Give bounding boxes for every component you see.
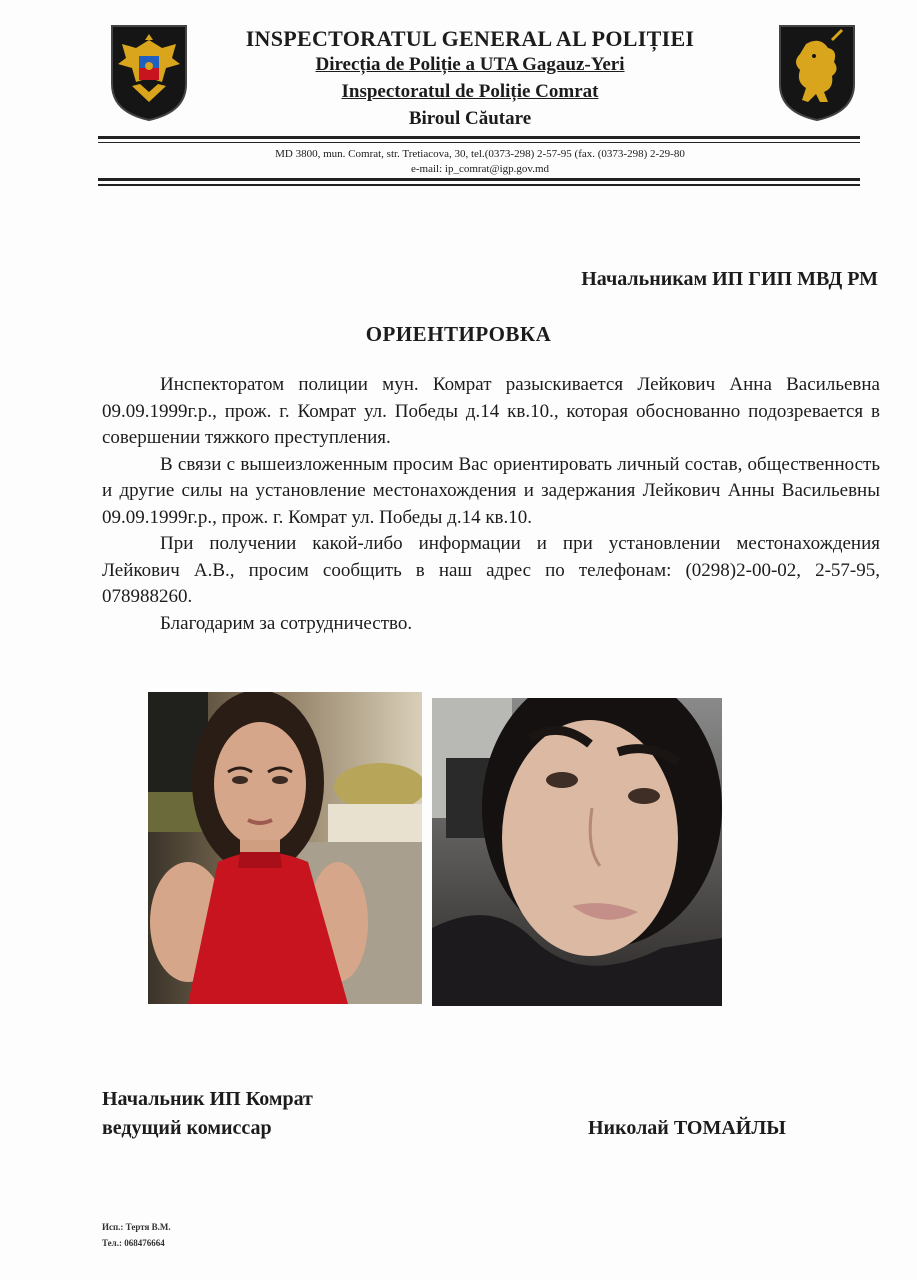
executor-phone: Тел.: 068476664	[102, 1238, 165, 1248]
signatory-position-line1: Начальник ИП Комрат	[102, 1088, 313, 1110]
header-bureau: Biroul Căutare	[408, 108, 532, 129]
header-institution: INSPECTORATUL GENERAL AL POLIȚIEI	[245, 26, 695, 51]
body-paragraph: Благодарим за сотрудничество.	[160, 612, 413, 634]
body-paragraph: Инспекторатом полиции мун. Комрат разыскивается Лейкович Анна Васильевна 09.09.1999г.р., прож. г. Комрат ул. Победы д.14 кв.10., которая обоснованно подозревается в совершении тяжкого преступления.	[102, 374, 880, 448]
signatory-position-line2: ведущий комиссар	[102, 1117, 272, 1139]
addressee: Начальникам ИП ГИП МВД РМ	[581, 268, 878, 290]
header-rule-top	[98, 136, 860, 139]
suspect-photo-2	[432, 698, 722, 1006]
header-directorate: Direcția de Poliție a UTA Gagauz-Yeri	[315, 54, 625, 75]
header-contact-address: MD 3800, mun. Comrat, str. Tretiacova, 30, tel.(0373-298) 2-57-95 (fax. (0373-298) 2-29-80	[275, 148, 685, 160]
executor-note: Исп.: Тертя В.М.	[102, 1222, 171, 1232]
document-body	[102, 372, 880, 637]
body-paragraph: При получении какой-либо информации и при установлении местонахождения Лейкович А.В., просим сообщить в наш адрес по телефонам: (0298)2-00-02, 2-57-95, 078988260.	[102, 533, 880, 607]
header-inspectorate: Inspectoratul de Poliție Comrat	[341, 81, 599, 102]
police-lion-emblem-icon	[776, 22, 858, 122]
header-rule-bottom	[98, 178, 860, 181]
header-rule-bottom-2	[98, 184, 860, 186]
moldova-coat-of-arms-icon	[108, 22, 190, 122]
body-paragraph: В связи с вышеизложенным просим Вас ориентировать личный состав, общественность и другие силы на установление местонахождения и задержания Лейкович Анны Васильевны 09.09.1999г.р., прож. г. Комрат ул. Победы д.14 кв.10.	[102, 453, 880, 528]
header-rule-thin	[98, 142, 860, 143]
document-title: ОРИЕНТИРОВКА	[365, 322, 552, 346]
header-contact-email: e-mail: ip_comrat@igp.gov.md	[410, 163, 550, 175]
suspect-photo-1	[148, 692, 422, 1004]
signatory-name: Николай ТОМАЙЛЫ	[588, 1117, 786, 1139]
